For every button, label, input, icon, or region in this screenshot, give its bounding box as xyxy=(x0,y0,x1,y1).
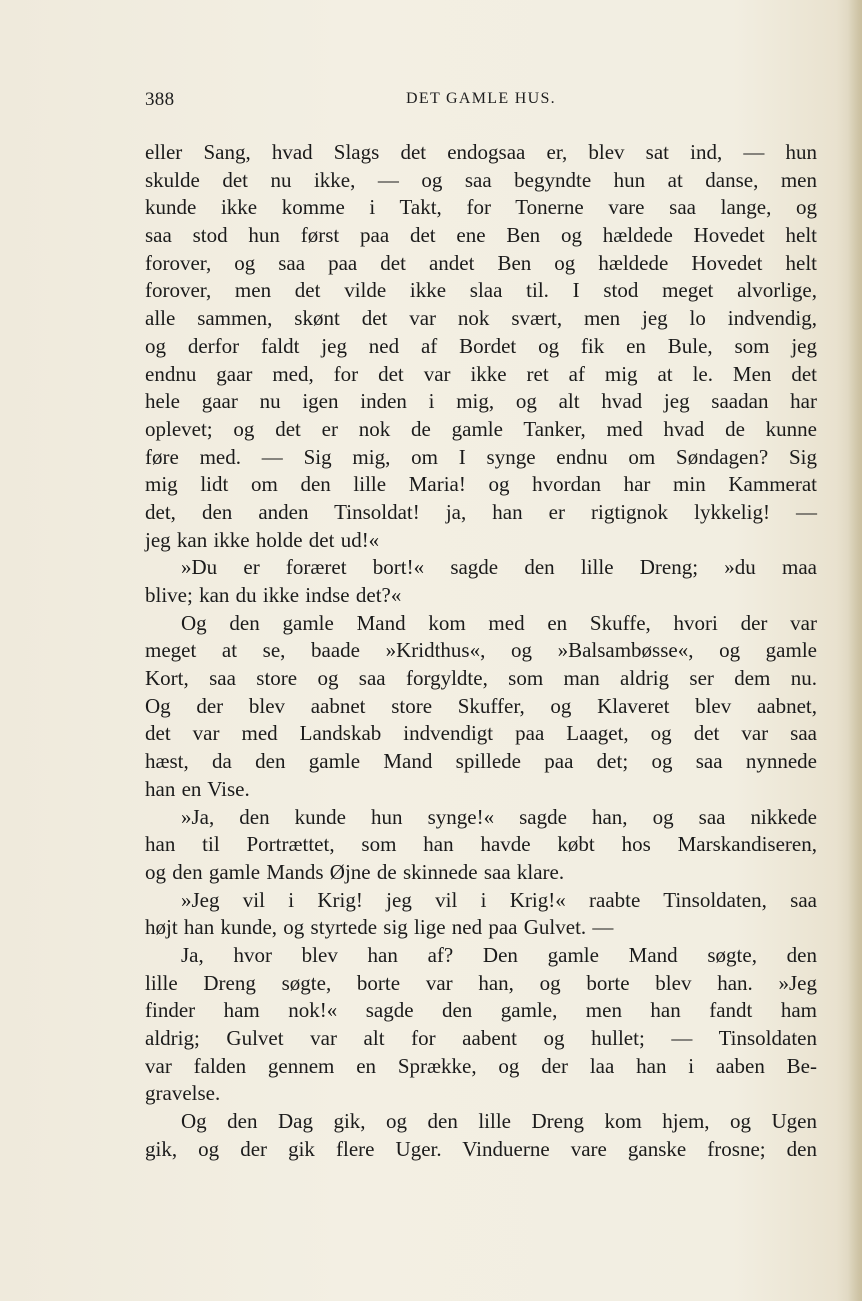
text-line: meget at se, baade »Kridthus«, og »Balsambøsse«, og gamle xyxy=(145,638,817,663)
text-line: Kort, saa store og saa forgyldte, som man aldrig ser dem nu. xyxy=(145,666,817,691)
text-line: gravelse. xyxy=(145,1081,221,1106)
text-line: højt han kunde, og styrtede sig lige ned paa Gulvet. — xyxy=(145,915,614,940)
text-line: skulde det nu ikke, — og saa begyndte hun at danse, men xyxy=(145,167,817,192)
text-line: mig lidt om den lille Maria! og hvordan har min Kammerat xyxy=(145,472,817,497)
text-line: det var med Landskab indvendigt paa Laaget, og det var saa xyxy=(145,721,817,746)
text-line: var falden gennem en Sprække, og der laa han i aaben Be- xyxy=(145,1053,817,1078)
body-text xyxy=(145,139,817,1163)
text-line: og den gamle Mands Øjne de skinnede saa klare. xyxy=(145,859,565,884)
text-line: kunde ikke komme i Takt, for Tonerne vare saa lange, og xyxy=(145,195,817,220)
text-line: Ja, hvor blev han af? Den gamle Mand søgte, den xyxy=(181,942,817,967)
page-edge-shadow xyxy=(848,0,862,1301)
text-line: alle sammen, skønt det var nok svært, men jeg lo indvendig, xyxy=(145,306,817,331)
text-line: forover, og saa paa det andet Ben og hældede Hovedet helt xyxy=(145,250,817,275)
text-line: blive; kan du ikke indse det?« xyxy=(145,583,402,607)
running-title: DET GAMLE HUS. xyxy=(406,90,556,107)
text-line: Og den Dag gik, og den lille Dreng kom hjem, og Ugen xyxy=(181,1109,817,1134)
text-line: »Du er foræret bort!« sagde den lille Dreng; »du maa xyxy=(181,555,817,580)
text-line: finder ham nok!« sagde den gamle, men han fandt ham xyxy=(145,998,817,1023)
text-line: og derfor faldt jeg ned af Bordet og fik en Bule, som jeg xyxy=(145,333,817,358)
text-line: oplevet; og det er nok de gamle Tanker, med hvad de kunne xyxy=(145,416,817,441)
page-header xyxy=(145,89,817,115)
text-line: »Jeg vil i Krig! jeg vil i Krig!« raabte Tinsoldaten, saa xyxy=(181,887,817,912)
text-line: forover, men det vilde ikke slaa til. I stod meget alvorlige, xyxy=(145,278,817,303)
text-line: aldrig; Gulvet var alt for aabent og hullet; — Tinsoldaten xyxy=(145,1026,817,1050)
text-line: eller Sang, hvad Slags det endogsaa er, blev sat ind, — hun xyxy=(145,140,817,164)
text-line: saa stod hun først paa det ene Ben og hældede Hovedet helt xyxy=(145,223,817,248)
text-line: føre med. — Sig mig, om I synge endnu om Søndagen? Sig xyxy=(145,444,817,469)
text-line: han en Vise. xyxy=(145,776,250,801)
text-line: hele gaar nu igen inden i mig, og alt hvad jeg saadan har xyxy=(145,389,817,414)
text-line: han til Portrættet, som han havde købt hos Marskandiseren, xyxy=(145,832,817,857)
text-line: hæst, da den gamle Mand spillede paa det; og saa nynnede xyxy=(145,749,817,774)
text-line: endnu gaar med, for det var ikke ret af mig at le. Men det xyxy=(145,361,817,386)
page-number: 388 xyxy=(145,89,175,110)
text-line: gik, og der gik flere Uger. Vinduerne vare ganske frosne; den xyxy=(145,1136,817,1161)
text-line: Og den gamle Mand kom med en Skuffe, hvori der var xyxy=(181,610,817,635)
text-line: Og der blev aabnet store Skuffer, og Klaveret blev aabnet, xyxy=(145,693,817,718)
text-line: jeg kan ikke holde det ud!« xyxy=(145,527,380,552)
text-line: lille Dreng søgte, borte var han, og borte blev han. »Jeg xyxy=(145,970,817,995)
text-line: »Ja, den kunde hun synge!« sagde han, og saa nikkede xyxy=(181,804,817,829)
text-line: det, den anden Tinsoldat! ja, han er rigtignok lykkelig! — xyxy=(145,499,817,524)
